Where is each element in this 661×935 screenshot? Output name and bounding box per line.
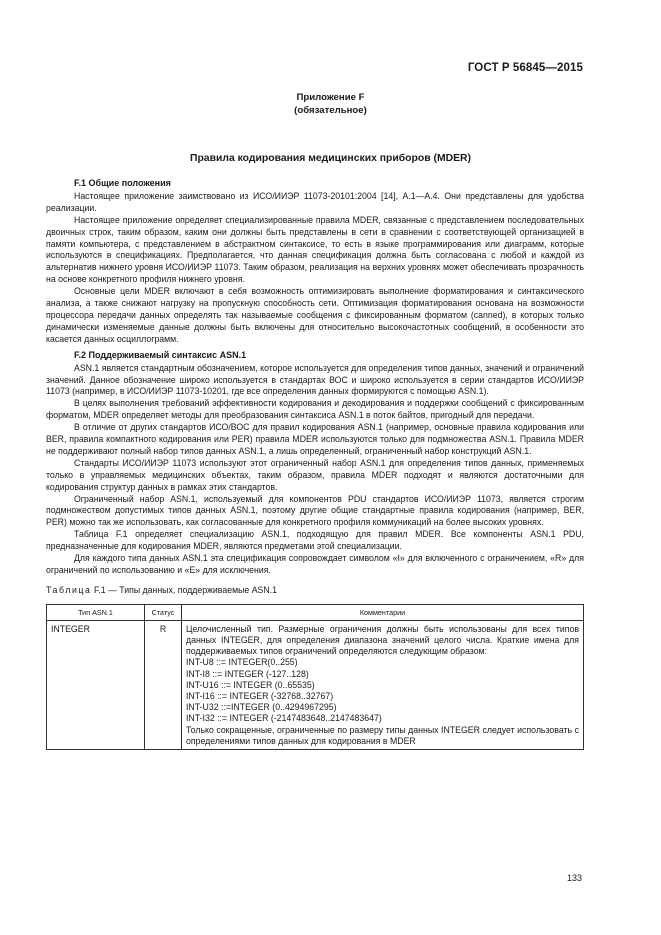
table-caption-prefix: Таблица	[46, 584, 92, 595]
cell-comments	[182, 620, 584, 749]
paragraph: Стандарты ИСО/ИИЭР 11073 используют этот ограниченный набор ASN.1 для определения типов данных, применяемых только в управляемых медицинских объектах, таким образом, правила MDER подходят и являются достаточными для кодирования структур данных в рамках этих стандартов.	[46, 457, 584, 492]
table-caption	[46, 585, 584, 597]
section-f2-heading: F.2 Поддерживаемый синтаксис ASN.1	[74, 349, 247, 360]
table-caption-text: F.1 — Типы данных, поддерживаемые ASN.1	[93, 584, 277, 595]
paragraph: ASN.1 является стандартным обозначением, которое используется для определения типов данных, значений и ограничений значений. Данное обозначение широко используется в стандартах ВОС и широко используется в серии стандартов ИСО/ИИЭР 11073 (например, в ИСО/ИИЭР 11073-10201, где все определения данных формируются с помощью ASN.1).	[46, 362, 584, 397]
type-definition: INT-U8 ::= INTEGER(0..255)	[186, 657, 298, 668]
data-types-table	[46, 604, 584, 750]
document-body	[46, 178, 584, 750]
type-definition: INT-U16 ::= INTEGER (0..65535)	[186, 679, 315, 690]
type-definition: INT-I32 ::= INTEGER (-2147483648..2147483647)	[186, 713, 382, 724]
table-row	[47, 620, 584, 749]
type-definition: INT-U32 ::=INTEGER (0..4294967295)	[186, 702, 337, 713]
appendix-heading	[0, 91, 661, 117]
table-header-row	[47, 604, 584, 620]
paragraph: Настоящее приложение определяет специализированные правила MDER, связанные с представлением последовательных двоичных строк, таким образом, каким они должны быть представлены в сети в сравнении с соответствующей организацией в памяти компьютера, с представлением в абстрактном синтаксисе, то есть в языке программирования или диаграмм, которые используются в спецификациях. Предполагается, что данная спецификация должна быть согласована с любой и каждой из альтернатив нижнего уровня ИСО/ИИЭР 11073. Таким образом, реализация на верхних уровнях может обеспечивать прозрачность на основе конкретного профиля нижнего уровня.	[46, 214, 584, 285]
paragraph: Настоящее приложение заимствовано из ИСО/ИИЭР 11073-20101:2004 [14], A.1—A.4. Они представлены для удобства реализации.	[46, 190, 584, 213]
cell-status: R	[145, 620, 182, 749]
paragraph: Для каждого типа данных ASN.1 эта спецификация сопровождает символом «I» для включенного с ограничением, «R» для ограничений по использованию и «E» для исключения.	[46, 553, 584, 575]
document-title: Правила кодирования медицинских приборов (MDER)	[189, 153, 472, 164]
cell-type: INTEGER	[47, 620, 145, 749]
column-header-type: Тип ASN.1	[47, 604, 145, 620]
appendix-title: Приложение F	[296, 92, 365, 103]
comment-outro: Только сокращенные, ограниченные по размеру типы данных INTEGER следует использовать с определениями типов данных для кодирования в MDER	[186, 724, 579, 746]
appendix-status: (обязательное)	[294, 105, 367, 116]
type-definition: INT-I16 ::= INTEGER (-32768..32767)	[186, 691, 334, 702]
column-header-status: Статус	[145, 604, 182, 620]
section-f1-heading: F.1 Общие положения	[74, 178, 171, 188]
paragraph: Основные цели MDER включают в себя возможность оптимизировать выполнение форматирования и синтаксического анализа, а также снижают нагрузку на пропускную способность сети. Оптимизация форматирования основана на возможности процессора передачи данных определять так называемые сообщения с фиксированным форматом (canned), в которых только динамически изменяемые данные должны быть включены для относительно высокочастотных сообщений, в особенности это касается данных осциллограмм.	[46, 286, 584, 344]
comment-intro: Целочисленный тип. Размерные ограничения должны быть использованы для всех типов данных INTEGER, для определения диапазона значений целого числа. Краткие имена для поддерживаемых типов ограничений определяются следующим образом:	[186, 623, 579, 657]
standard-header: ГОСТ Р 56845—2015	[467, 62, 583, 74]
page-number: 133	[566, 873, 582, 883]
column-header-comments: Комментарии	[182, 604, 584, 620]
paragraph: Ограниченный набор ASN.1, используемый для компонентов PDU стандартов ИСО/ИИЭР 11073, является строгим подмножеством допустимых типов данных ASN.1, поэтому другие общие стандартные правила кодирования (например, BER, PER) можно так же использовать, как согласованные для конкретного профиля коммуникаций на более высоких уровнях.	[46, 493, 584, 528]
type-definition: INT-I8 ::= INTEGER (-127..128)	[186, 668, 309, 679]
paragraph: В целях выполнения требований эффективности кодирования и декодирования и поддержки сообщений с фиксированным форматом, MDER определяет методы для преобразования синтаксиса ASN.1 в поток байтов, пригодный для передачи.	[46, 398, 584, 421]
paragraph: Таблица F.1 определяет специализацию ASN.1, подходящую для правил MDER. Все компоненты ASN.1 PDU, предназначенные для кодирования MDER, являются предметами этой специализации.	[46, 529, 584, 552]
paragraph: В отличие от других стандартов ИСО/ВОС для правил кодирования ASN.1 (например, основные правила кодирования или BER, правила компактного кодирования или PER) правила MDER используются только для подмножества ASN.1. Правила MDER не поддерживают полный набор типов данных ASN.1, а лишь определенный, ограниченный набор конструкций ASN.1.	[46, 422, 584, 456]
